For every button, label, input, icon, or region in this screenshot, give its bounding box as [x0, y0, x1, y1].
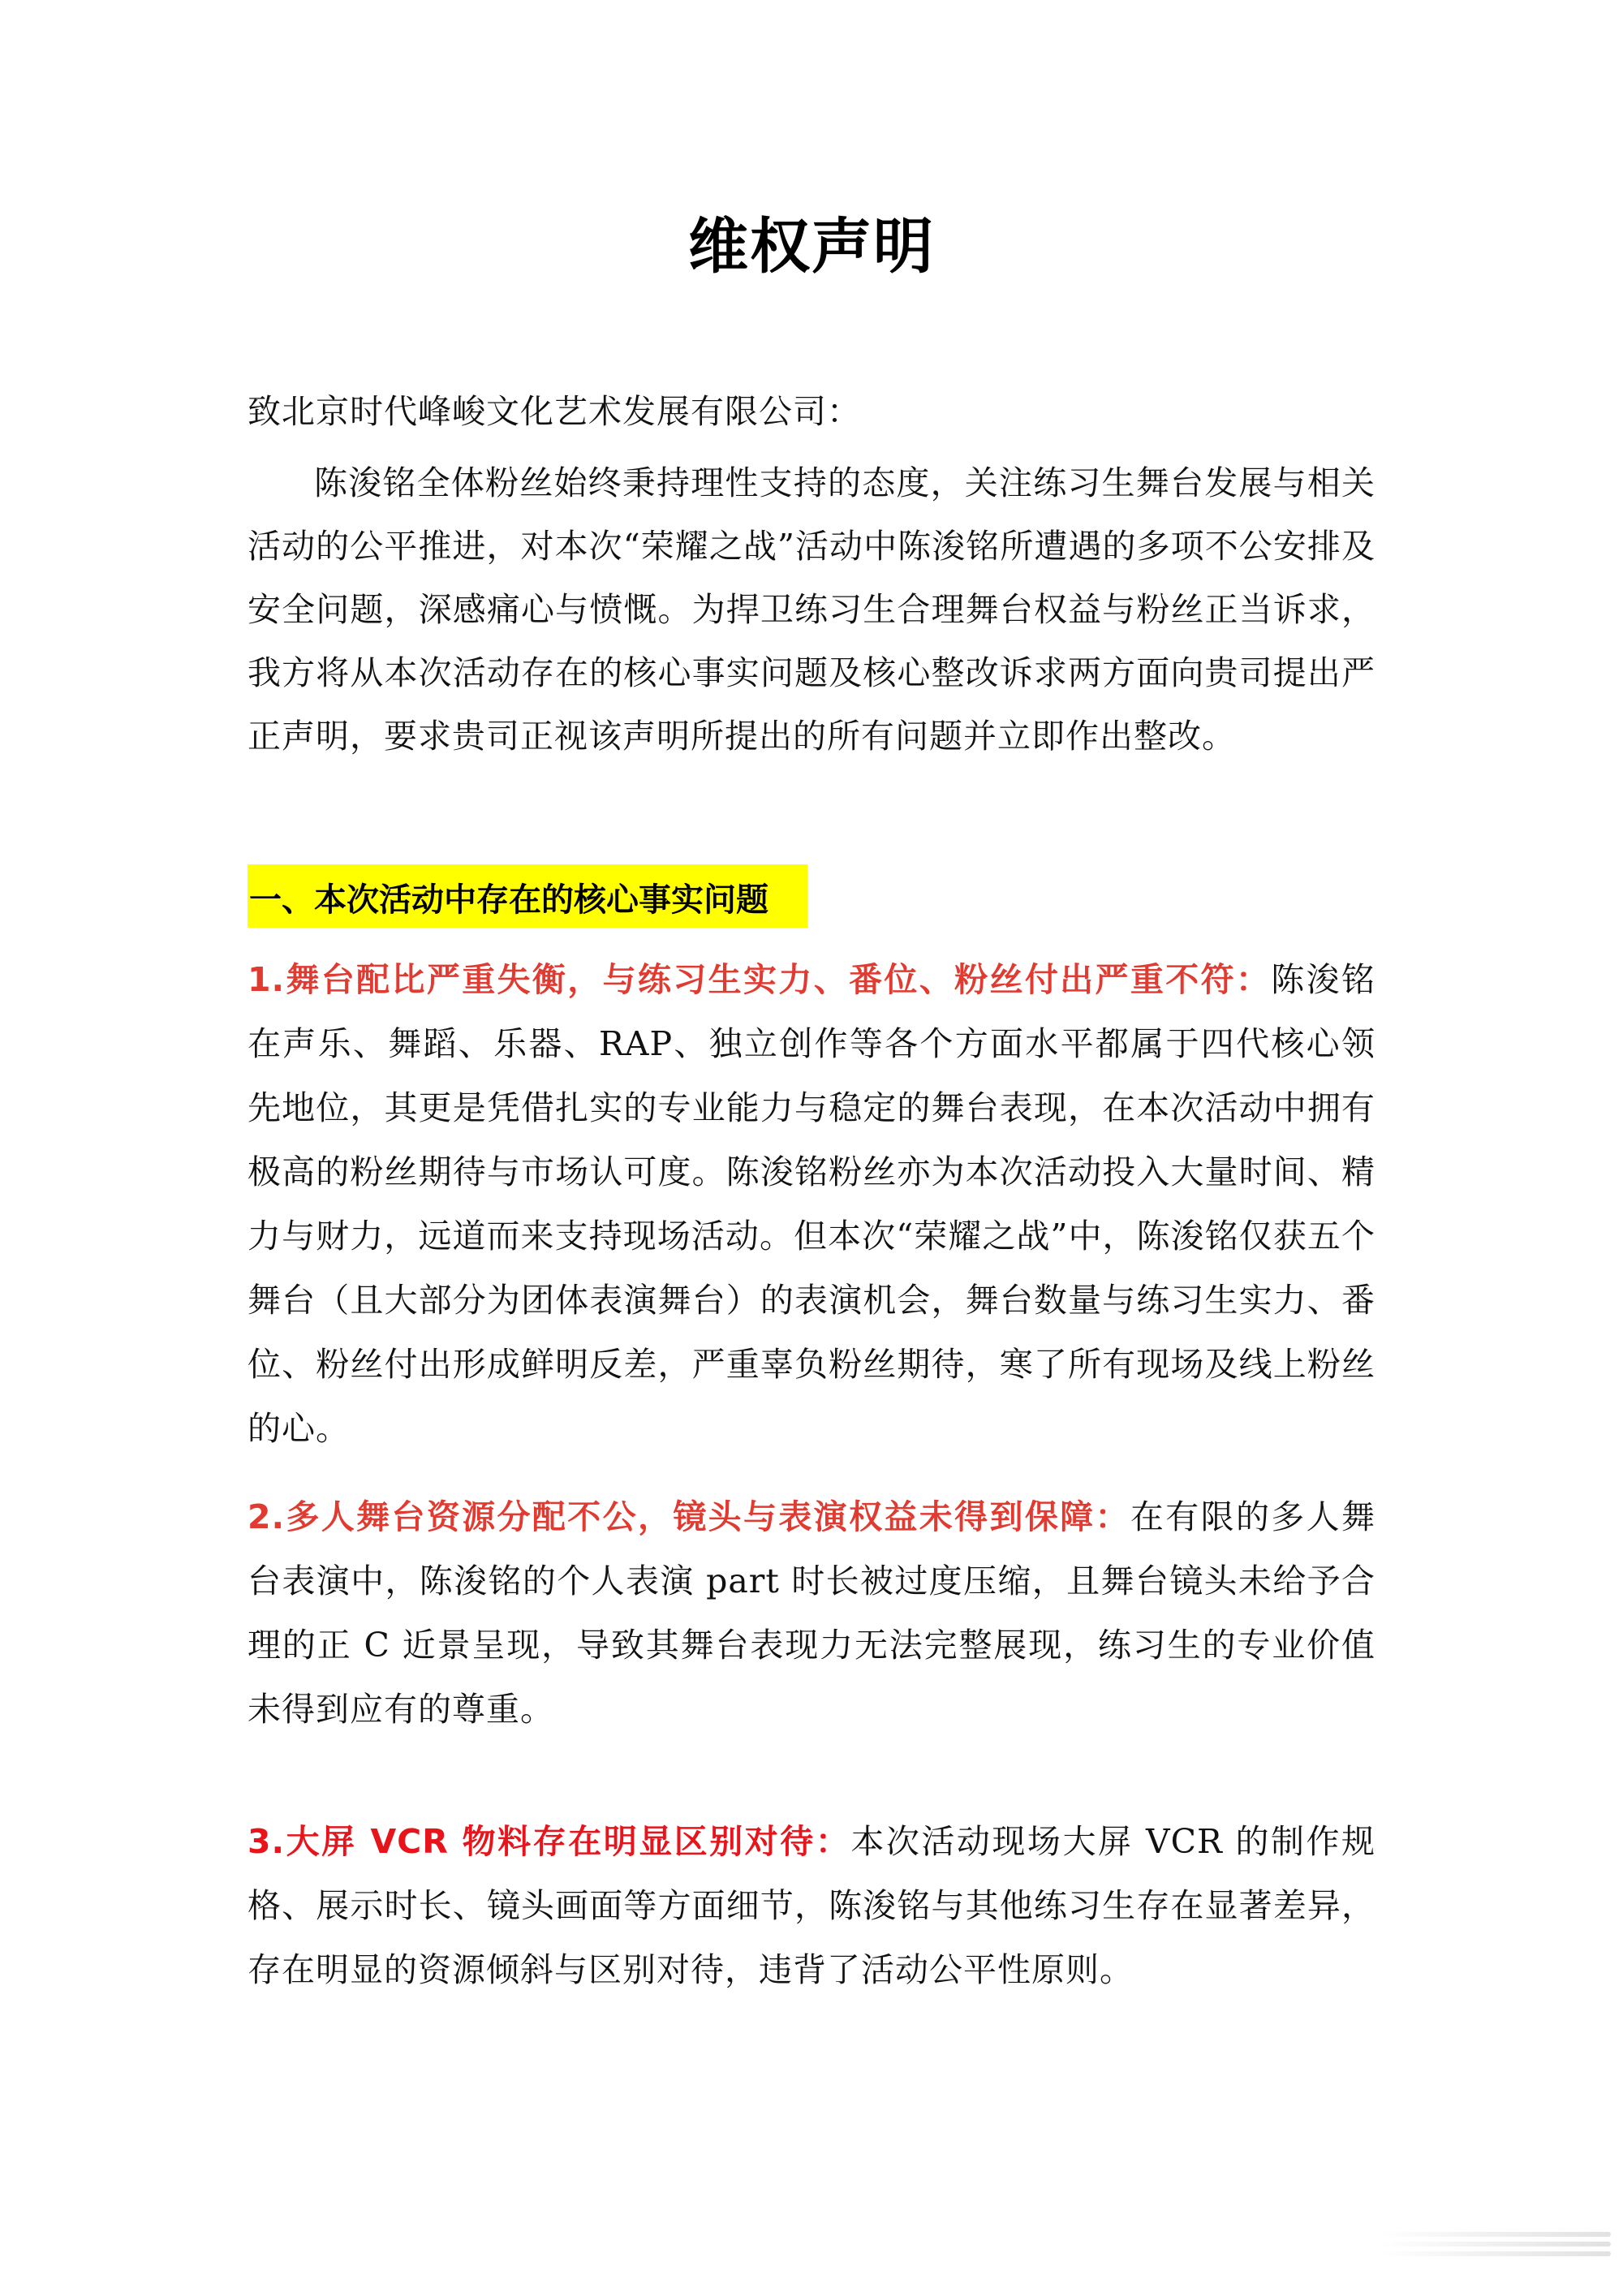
fact-item-1-text: 陈浚铭在声乐、舞蹈、乐器、RAP、独立创作等各个方面水平都属于四代核心领先地位，其更是凭借扎实的专业能力与稳定的舞台表现，在本次活动中拥有极高的粉丝期待与市场认可度。陈浚铭粉丝亦为本次活动投入大量时间、精力与财力，远道而来支持现场活动。但本次“荣耀之战”中，陈浚铭仅获五个舞台（且大部分为团体表演舞台）的表演机会，舞台数量与练习生实力、番位、粉丝付出形成鲜明反差，严重辜负粉丝期待，寒了所有现场及线上粉丝的心。	[248, 960, 1375, 1448]
fact-item-3-lead: 3.大屏 VCR 物料存在明显区别对待：	[248, 1822, 851, 1861]
salutation: 致北京时代峰峻文化艺术发展有限公司：	[248, 392, 861, 431]
section-heading-highlighted: 一、本次活动中存在的核心事实问题	[248, 864, 807, 928]
watermark-bar	[1380, 2242, 1611, 2246]
document-title: 维权声明	[688, 212, 935, 282]
fact-item-2-text: 在有限的多人舞台表演中，陈浚铭的个人表演 part 时长被过度压缩，且舞台镜头未给予合理的正 C 近景呈现，导致其舞台表现力无法完整展现，练习生的专业价值未得到应有的尊重。	[248, 1497, 1375, 1729]
fact-item-2	[248, 1485, 1375, 1742]
watermark-bar	[1380, 2251, 1611, 2256]
fact-item-1-lead: 1.舞台配比严重失衡，与练习生实力、番位、粉丝付出严重不符：	[248, 960, 1272, 999]
fact-item-3-text: 本次活动现场大屏 VCR 的制作规格、展示时长、镜头画面等方面细节，陈浚铭与其他练习生存在显著差异，存在明显的资源倾斜与区别对待，违背了活动公平性原则。	[248, 1822, 1375, 1989]
watermark-lines-icon	[1380, 2232, 1611, 2281]
intro-paragraph: 陈浚铭全体粉丝始终秉持理性支持的态度，关注练习生舞台发展与相关活动的公平推进，对本次“荣耀之战”活动中陈浚铭所遭遇的多项不公安排及安全问题，深感痛心与愤慨。为捍卫练习生合理舞台权益与粉丝正当诉求，我方将从本次活动存在的核心事实问题及核心整改诉求两方面向贵司提出严正声明，要求贵司正视该声明所提出的所有问题并立即作出整改。	[248, 463, 1375, 756]
fact-item-3	[248, 1810, 1375, 2002]
fact-item-2-lead: 2.多人舞台资源分配不公，镜头与表演权益未得到保障：	[248, 1497, 1130, 1536]
fact-item-1	[248, 948, 1375, 1461]
watermark-bar	[1380, 2232, 1611, 2237]
